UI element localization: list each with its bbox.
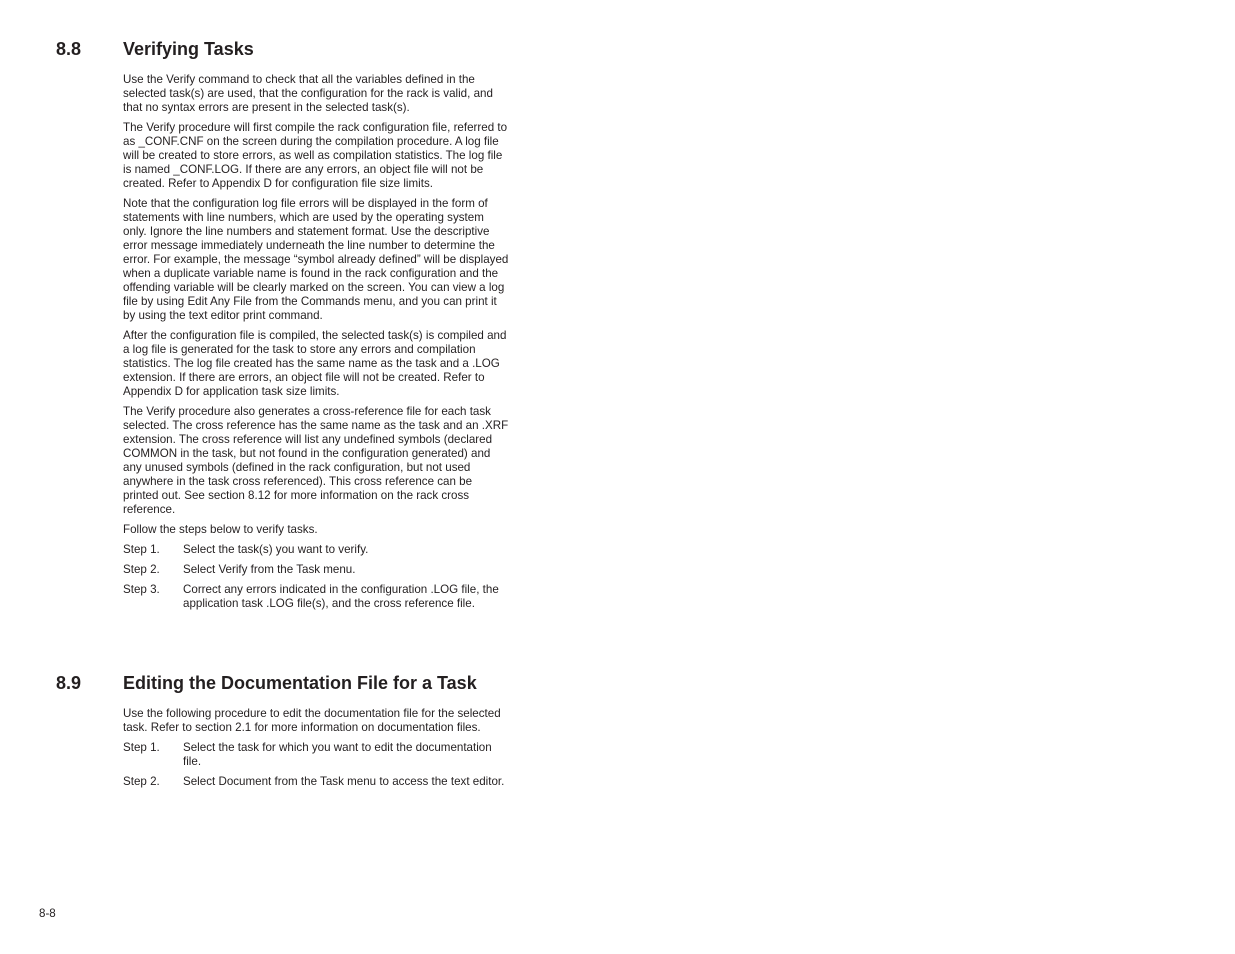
- paragraph: After the configuration file is compiled, the selected task(s) is compiled and a log file is generated for the task to store any errors and compilation statistics. The log file created has the same name as the task and a .LOG extension. If there are errors, an object file will not be created. Refer to Appendix D for application task size limits.: [123, 329, 507, 398]
- section-title: Verifying Tasks: [123, 39, 254, 59]
- step-text: Select the task for which you want to edit the documentation file.: [183, 741, 492, 768]
- paragraph: Follow the steps below to verify tasks.: [123, 523, 318, 536]
- step-item: [123, 741, 509, 769]
- step-item: [123, 583, 509, 611]
- section-heading-8-9: [56, 672, 477, 694]
- step-item: [123, 563, 509, 577]
- step-label: Step 2.: [123, 775, 160, 788]
- step-label: Step 1.: [123, 543, 160, 556]
- section-title: Editing the Documentation File for a Task: [123, 673, 477, 693]
- step-label: Step 2.: [123, 563, 160, 576]
- paragraph: The Verify procedure also generates a cross-reference file for each task selected. The cross reference has the same name as the task and an .XRF extension. The cross reference will list any undefined symbols (declared COMMON in the task, but not found in the configuration generated) and any unused symbols (defined in the rack configuration, but not used anywhere in the task cross referenced). This cross reference can be printed out. See section 8.12 for more information on the rack cross reference.: [123, 405, 509, 516]
- step-text: Select Document from the Task menu to access the text editor.: [183, 775, 505, 788]
- section-heading-8-8: [56, 38, 254, 60]
- paragraph: Note that the configuration log file errors will be displayed in the form of statements with line numbers, which are used by the operating system only. Ignore the line numbers and statement format. Use the descriptive error message immediately underneath the line number to determine the error. For example, the message “symbol already defined” will be displayed when a duplicate variable name is found in the rack configuration and the offending variable will be clearly marked on the screen. You can view a log file by using Edit Any File from the Commands menu, and you can print it by using the text editor print command.: [123, 197, 509, 322]
- paragraph: Use the Verify command to check that all the variables defined in the selected task(s) are used, that the configuration for the rack is valid, and that no syntax errors are present in the selected task(s).: [123, 73, 493, 114]
- step-text: Select the task(s) you want to verify.: [183, 543, 369, 556]
- step-item: [123, 775, 509, 789]
- page-number: 8-8: [39, 907, 56, 920]
- section-number: 8.9: [56, 673, 82, 693]
- paragraph: Use the following procedure to edit the documentation file for the selected task. Refer to section 2.1 for more information on documentation files.: [123, 707, 501, 734]
- paragraph: The Verify procedure will first compile the rack configuration file, referred to as _CONF.CNF on the screen during the compilation procedure. A log file will be created to store errors, as well as compilation statistics. The log file is named _CONF.LOG. If there are any errors, an object file will not be created. Refer to Appendix D for configuration file size limits.: [123, 121, 508, 190]
- step-label: Step 3.: [123, 583, 160, 596]
- section-number: 8.8: [56, 39, 82, 59]
- step-text: Select Verify from the Task menu.: [183, 563, 356, 576]
- step-item: [123, 543, 509, 557]
- step-text: Correct any errors indicated in the configuration .LOG file, the application task .LOG file(s), and the cross reference file.: [183, 583, 499, 610]
- section-body-8-8: [123, 73, 509, 617]
- step-label: Step 1.: [123, 741, 160, 754]
- section-body-8-9: [123, 707, 509, 795]
